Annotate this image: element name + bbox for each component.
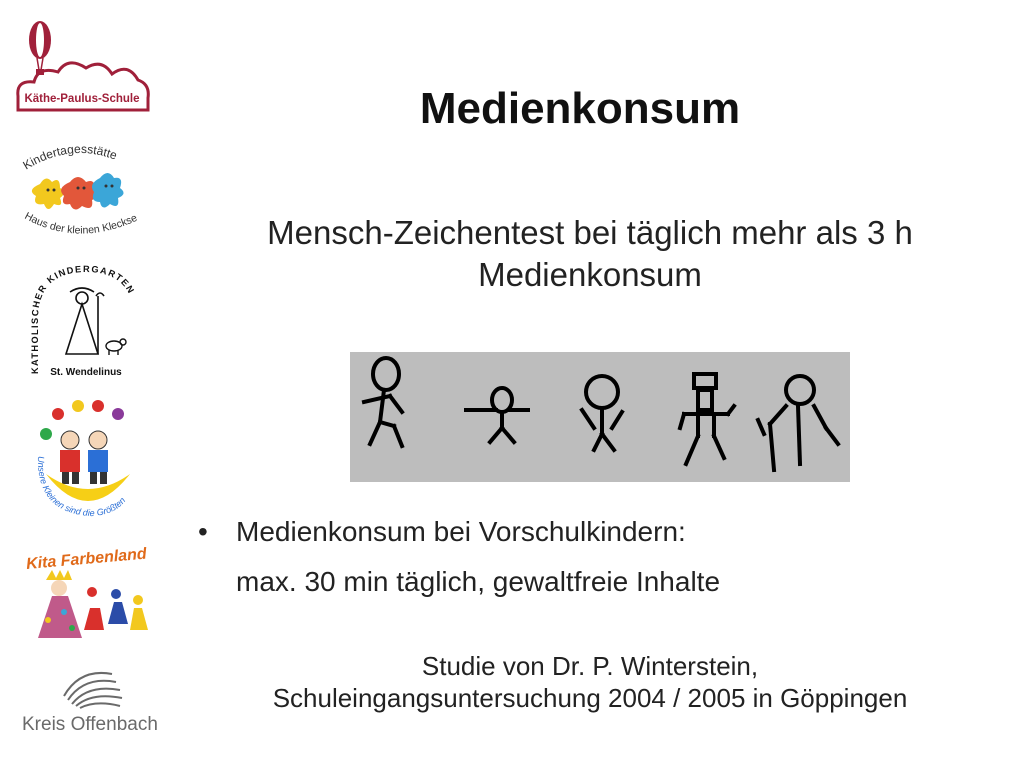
slide-title: Medienkonsum <box>419 84 741 133</box>
study-source <box>180 650 1000 714</box>
kleckse-figures-icon <box>32 173 124 210</box>
kita-bottom-label: Haus der kleinen Kleckse <box>22 210 140 237</box>
source-line-1: Studie von Dr. P. Winterstein, <box>421 651 759 681</box>
bullet-text: Medienkonsum bei Vorschulkindern: <box>236 516 686 547</box>
swirl-lines-icon <box>64 673 122 708</box>
kita-kleckse-logo <box>18 140 143 245</box>
two-children-icon <box>60 431 108 484</box>
lamb-icon <box>106 339 126 355</box>
balloon-icon <box>29 21 51 75</box>
saint-figure-icon <box>66 288 104 354</box>
bullet-detail: max. 30 min täglich, gewaltfreie Inhalte <box>236 566 721 597</box>
source-line-2: Schuleingangsuntersuchung 2004 / 2005 in Göppingen <box>272 683 908 713</box>
catholic-name: St. Wendelinus <box>50 367 122 378</box>
juggling-balls-icon <box>40 400 124 440</box>
farbenland-label: Kita Farbenland <box>25 545 148 574</box>
kreis-offenbach-logo <box>20 662 162 738</box>
county-name: Kreis Offenbach <box>22 714 158 735</box>
kita-farbenland-logo <box>24 540 152 644</box>
school-name: Käthe-Paulus-Schule <box>24 93 140 105</box>
slide-subtitle <box>190 212 990 296</box>
subtitle-line-1: Mensch-Zeichentest bei täglich mehr als 3 h <box>267 214 913 251</box>
catholic-arc-label: KATHOLISCHER KINDERGARTEN <box>30 263 137 374</box>
kita-top-label: Kindertagesstätte <box>20 141 119 173</box>
bullet-marker: • <box>198 516 208 547</box>
kaethe-paulus-schule-logo <box>10 18 152 118</box>
bullet-item <box>198 516 686 548</box>
kids-arc-label: Unsere Kleinen sind die Größten <box>35 456 128 519</box>
small-characters-icon <box>84 587 148 630</box>
subtitle-line-2: Medienkonsum <box>478 256 702 293</box>
king-figure-icon <box>38 570 82 638</box>
katholischer-kindergarten-logo <box>26 262 148 380</box>
kleinen-groessten-logo <box>32 396 144 524</box>
human-drawings-image <box>350 352 850 482</box>
